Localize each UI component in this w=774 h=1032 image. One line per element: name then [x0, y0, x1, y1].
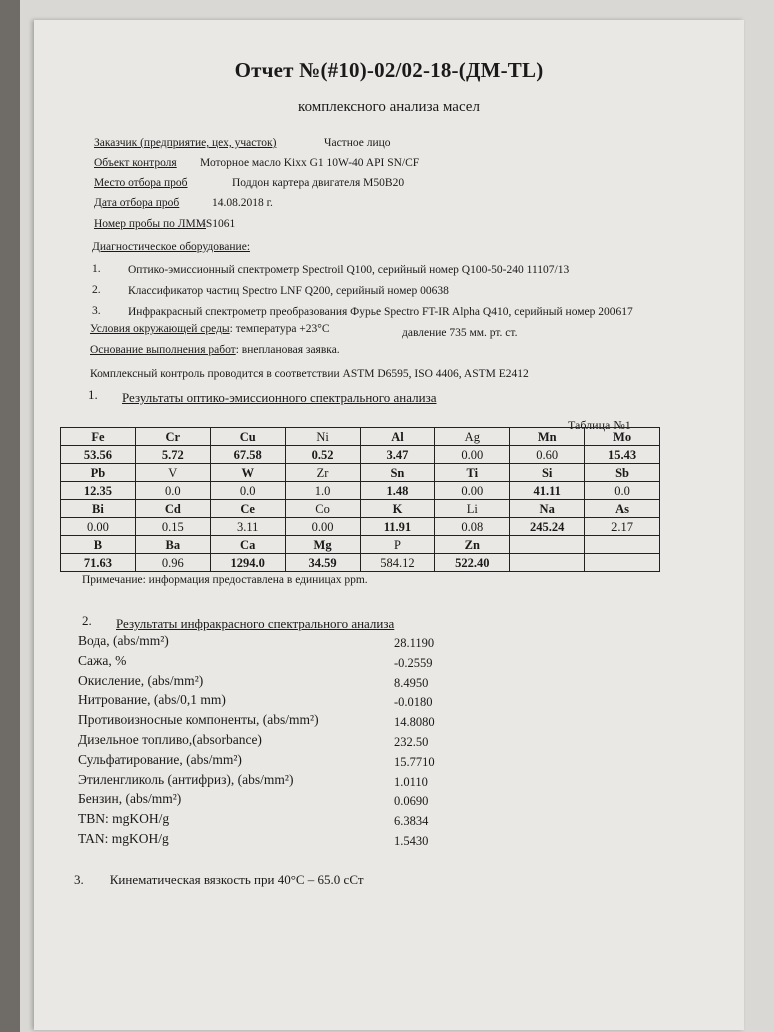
element-symbol-cell: P: [360, 536, 435, 554]
ir-value: 0.0690: [394, 794, 429, 809]
element-value-cell: 53.56: [61, 446, 136, 464]
equipment-number: 3.: [92, 305, 101, 317]
element-symbol-cell: Mo: [585, 428, 660, 446]
element-value-cell: 0.0: [210, 482, 285, 500]
ir-value: 6.3834: [394, 814, 429, 829]
element-value-cell: 0.00: [435, 482, 510, 500]
element-value-cell: 522.40: [435, 554, 510, 572]
element-value-cell: 2.17: [585, 518, 660, 536]
element-value-cell: 0.15: [135, 518, 210, 536]
element-symbol-cell: Ce: [210, 500, 285, 518]
element-value-cell: 0.08: [435, 518, 510, 536]
section1-title: Результаты оптико-эмиссионного спектрального анализа: [122, 390, 437, 405]
element-symbol-cell: Bi: [61, 500, 136, 518]
element-value-cell: [585, 554, 660, 572]
ir-value: 8.4950: [394, 675, 429, 690]
ir-value: 28.1190: [394, 636, 435, 650]
element-value-cell: 41.11: [510, 482, 585, 500]
element-value-cell: 0.96: [135, 554, 210, 572]
element-symbol-row: [61, 464, 660, 482]
element-value-cell: 3.11: [210, 518, 285, 536]
element-value-cell: 245.24: [510, 518, 585, 536]
info-value: Частное лицо: [324, 137, 391, 149]
element-value-cell: [510, 554, 585, 572]
viscosity-line: [74, 872, 364, 888]
element-symbol-cell: Cu: [210, 428, 285, 446]
element-symbol-cell: Zr: [285, 464, 360, 482]
element-value-row: [61, 446, 660, 464]
info-value: -S1061: [202, 218, 236, 230]
ir-value: 1.5430: [394, 834, 429, 848]
element-value-cell: 584.12: [360, 554, 435, 572]
ir-label: Бензин, (abs/mm²): [78, 791, 182, 807]
ir-value: -0.2559: [394, 655, 433, 670]
report-subtitle: комплексного анализа масел: [298, 99, 480, 115]
element-symbol-cell: Ag: [435, 428, 510, 446]
element-value-cell: 34.59: [285, 554, 360, 572]
ir-label: Противоизносные компоненты, (abs/mm²): [78, 712, 319, 728]
equipment-heading: Диагностическое оборудование:: [92, 241, 251, 253]
element-symbol-cell: K: [360, 500, 435, 518]
report-page: [34, 20, 744, 1030]
element-value-cell: 3.47: [360, 446, 435, 464]
ir-label: TAN: mgKOH/g: [78, 831, 169, 846]
info-label: Заказчик (предприятие, цех, участок): [94, 137, 277, 149]
equipment-number: 2.: [92, 284, 101, 296]
ir-label: Окисление, (abs/mm²): [78, 672, 204, 688]
section3-number: 3.: [74, 872, 84, 887]
ir-value: 14.8080: [394, 715, 435, 730]
ir-label: Этиленгликоль (антифриз), (abs/mm²): [78, 771, 294, 787]
element-symbol-cell: Na: [510, 500, 585, 518]
info-label: Дата отбора проб: [94, 197, 180, 209]
element-value-cell: 11.91: [360, 518, 435, 536]
equipment-item: Классификатор частиц Spectro LNF Q200, серийный номер 00638: [128, 285, 449, 297]
element-symbol-cell: Si: [510, 464, 585, 482]
equipment-item: Оптико-эмиссионный спектрометр Spectroil Q100, серийный номер Q100-50-240 11107/13: [128, 264, 570, 276]
element-value-cell: 71.63: [61, 554, 136, 572]
ir-label: Сажа, %: [78, 652, 127, 668]
element-symbol-cell: Fe: [61, 428, 136, 446]
ir-label: Сульфатирование, (abs/mm²): [78, 751, 242, 767]
info-value: Поддон картера двигателя M50B20: [232, 177, 405, 189]
element-symbol-cell: Li: [435, 500, 510, 518]
pressure-text: давление 735 мм. рт. ст.: [402, 327, 518, 339]
section2-number: 2.: [82, 613, 92, 628]
basis-label: Основание выполнения работ: [90, 344, 236, 356]
element-value-cell: 0.00: [435, 446, 510, 464]
element-symbol-cell: Zn: [435, 536, 510, 554]
table-note: Примечание: информация предоставлена в единицах ppm.: [82, 574, 368, 586]
element-value-cell: 0.0: [135, 482, 210, 500]
ir-value: 232.50: [394, 735, 429, 749]
element-symbol-row: [61, 536, 660, 554]
element-value-cell: 0.00: [285, 518, 360, 536]
element-symbol-cell: Al: [360, 428, 435, 446]
element-symbol-cell: Sb: [585, 464, 660, 482]
element-value-cell: 15.43: [585, 446, 660, 464]
ir-label: Дизельное топливо,(absorbance): [78, 732, 262, 747]
conditions-text: : температура +23°С: [229, 323, 330, 335]
info-label: Место отбора проб: [94, 177, 188, 189]
equipment-number: 1.: [92, 263, 101, 275]
info-label: Объект контроля: [94, 157, 177, 169]
element-symbol-cell: Cr: [135, 428, 210, 446]
element-value-row: [61, 554, 660, 572]
element-value-cell: 0.60: [510, 446, 585, 464]
element-symbol-row: [61, 428, 660, 446]
ir-value: 15.7710: [394, 754, 435, 769]
element-symbol-cell: [510, 536, 585, 554]
element-value-cell: 1294.0: [210, 554, 285, 572]
ir-value: 1.0110: [394, 774, 428, 789]
standards-line: Комплексный контроль проводится в соответствии ASTM D6595, ISO 4406, ASTM E2412: [90, 368, 529, 380]
element-symbol-cell: As: [585, 500, 660, 518]
report-title: Отчет №(#10)-02/02-18-(ДМ-TL): [234, 58, 544, 82]
ir-label: Вода, (abs/mm²): [78, 633, 169, 648]
element-value-cell: 0.52: [285, 446, 360, 464]
element-symbol-cell: Mg: [285, 536, 360, 554]
element-symbol-cell: Cd: [135, 500, 210, 518]
basis-text: : внеплановая заявка.: [235, 344, 340, 356]
ir-label: Нитрование, (abs/0,1 mm): [78, 692, 226, 708]
info-label: Номер пробы по ЛММ: [94, 218, 206, 230]
basis-line: [90, 344, 340, 356]
element-value-row: [61, 482, 660, 500]
conditions-line: [90, 323, 330, 335]
ir-value: -0.0180: [394, 695, 433, 710]
element-symbol-cell: W: [210, 464, 285, 482]
conditions-label: Условия окружающей среды: [90, 323, 230, 335]
element-symbol-cell: Pb: [61, 464, 136, 482]
info-value: 14.08.2018 г.: [212, 197, 273, 209]
element-symbol-row: [61, 500, 660, 518]
ir-label: TBN: mgKOH/g: [78, 811, 170, 827]
elements-table: [60, 427, 660, 572]
element-value-cell: 1.48: [360, 482, 435, 500]
table-caption: Таблица №1: [568, 418, 631, 432]
element-value-cell: 0.00: [61, 518, 136, 536]
element-value-row: [61, 518, 660, 536]
element-value-cell: 5.72: [135, 446, 210, 464]
element-symbol-cell: Co: [285, 500, 360, 518]
section1-number: 1.: [88, 387, 98, 402]
info-value: Моторное масло Kixx G1 10W-40 API SN/CF: [200, 157, 420, 169]
element-symbol-cell: Ni: [285, 428, 360, 446]
element-value-cell: 12.35: [61, 482, 136, 500]
element-symbol-cell: V: [135, 464, 210, 482]
element-symbol-cell: Mn: [510, 428, 585, 446]
element-value-cell: 1.0: [285, 482, 360, 500]
element-symbol-cell: [585, 536, 660, 554]
element-value-cell: 67.58: [210, 446, 285, 464]
element-value-cell: 0.0: [585, 482, 660, 500]
element-symbol-cell: Ba: [135, 536, 210, 554]
section2-title: Результаты инфракрасного спектрального анализа: [116, 616, 395, 631]
element-symbol-cell: Ca: [210, 536, 285, 554]
equipment-item: Инфракрасный спектрометр преобразования Фурье Spectro FT-IR Alpha Q410, серийный номер 200617: [128, 306, 633, 318]
element-symbol-cell: B: [61, 536, 136, 554]
section3-text: Кинематическая вязкость при 40°С – 65.0 сСт: [109, 872, 364, 887]
element-symbol-cell: Ti: [435, 464, 510, 482]
element-symbol-cell: Sn: [360, 464, 435, 482]
